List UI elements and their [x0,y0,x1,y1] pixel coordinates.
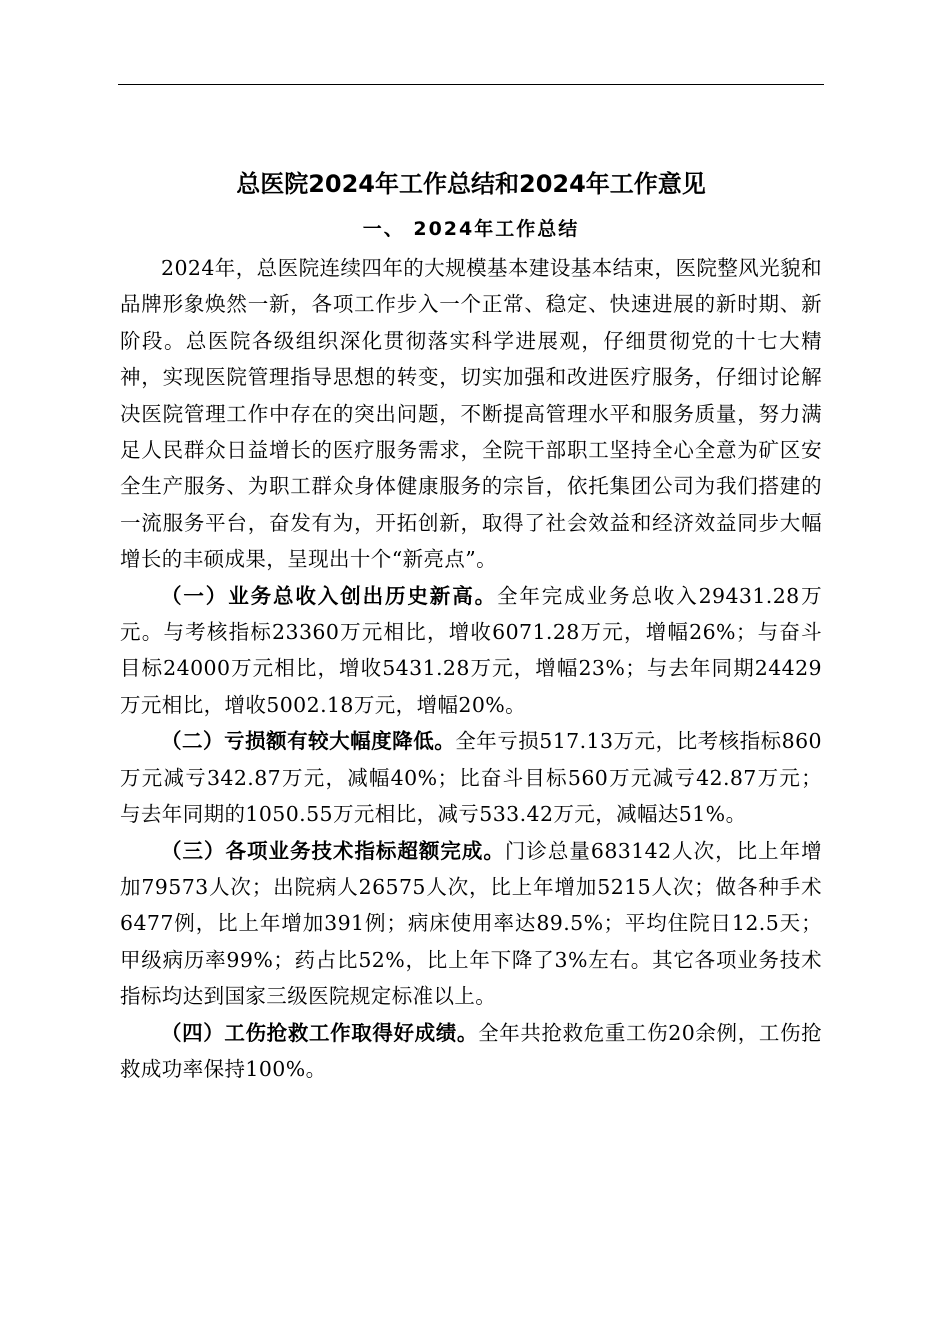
intro-paragraph: 2024年，总医院连续四年的大规模基本建设基本结束，医院整风光貌和品牌形象焕然一新，各项工作步入一个正常、稳定、快速进展的新时期、新阶段。总医院各级组织深化贯彻落实科学进展观，仔细贯彻党的十七大精神，实现医院管理指导思想的转变，切实加强和改进医疗服务，仔细讨论解决医院管理工作中存在的突出问题，不断提高管理水平和服务质量，努力满足人民群众日益增长的医疗服务需求，全院干部职工坚持全心全意为矿区安全生产服务、为职工群众身体健康服务的宗旨，依托集团公司为我们搭建的一流服务平台，奋发有为，开拓创新，取得了社会效益和经济效益同步大幅增长的丰硕成果，呈现出十个“新亮点”。 [120,256,822,572]
item-text: 全年亏损517.13万元，比考核指标860万元减亏342.87万元，减幅40%；比奋斗目标560万元减亏42.87万元；与去年同期的1050.55万元相比，减亏533.42万元，减幅达51%。 [120,729,822,827]
item-paragraph-1 [120,578,822,724]
item-paragraph-2 [120,723,822,832]
item-lead: （一）业务总收入创出历史新高。 [161,583,497,608]
item-lead: （三）各项业务技术指标超额完成。 [161,838,505,863]
item-text: 全年完成业务总收入29431.28万元。与考核指标23360万元相比，增收6071.28万元，增幅26%；与奋斗目标24000万元相比，增收5431.28万元，增幅23%；与去年同期24429万元相比，增收5002.18万元，增幅20%。 [120,583,823,717]
item-lead: （二）亏损额有较大幅度降低。 [161,729,456,754]
section-heading: 一、 2024年工作总结 [362,218,580,240]
document-title: 总医院2024年工作总结和2024年工作意见 [236,170,706,198]
document-body [120,160,822,1087]
header-rule [118,84,824,85]
item-paragraph-4 [120,1015,822,1088]
item-text: 门诊总量683142人次，比上年增加79573人次；出院病人26575人次，比上年增加5215人次；做各种手术6477例，比上年增加391例；病床使用率达89.5%；平均住院日12.5天；甲级病历率99%；药占比52%，比上年下降了3%左右。其它各项业务技术指标均达到国家三级医院规定标准以上。 [120,838,822,1009]
item-text: 全年共抢救危重工伤20余例，工伤抢救成功率保持100%。 [120,1020,823,1081]
item-lead: （四）工伤抢救工作取得好成绩。 [161,1020,479,1045]
item-paragraph-3 [120,833,822,1015]
